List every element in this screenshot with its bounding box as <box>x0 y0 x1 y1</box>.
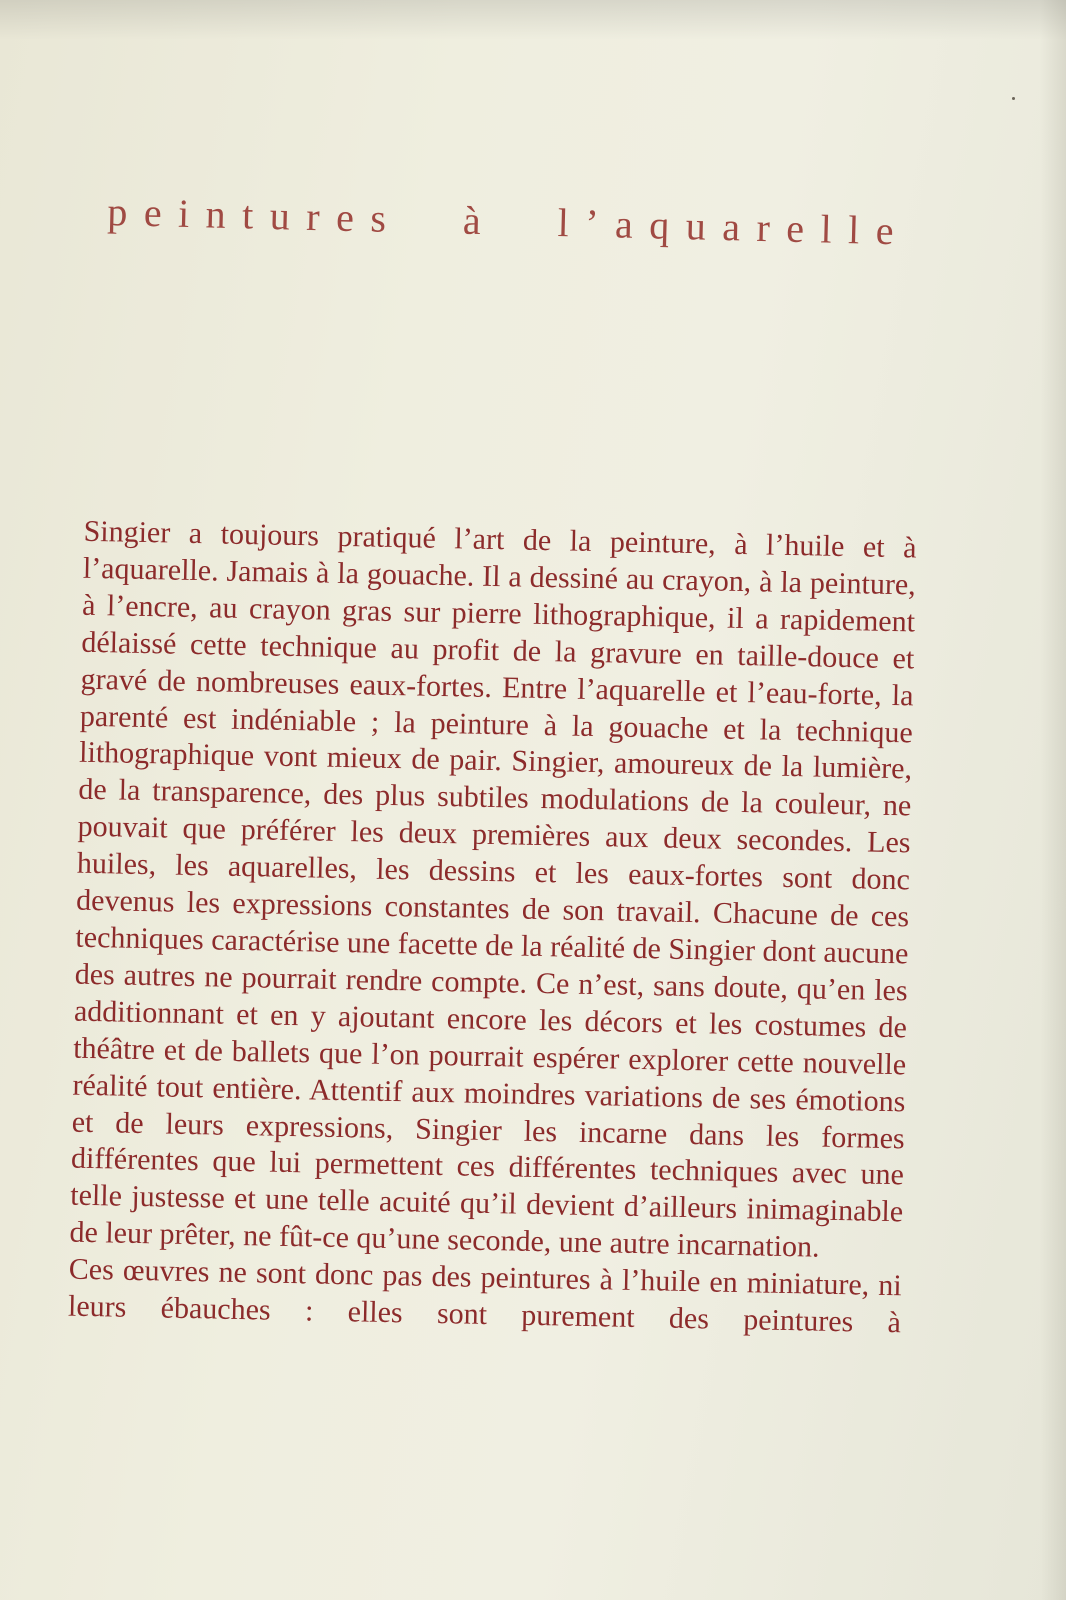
section-heading: peintures à l’aquarelle <box>106 188 911 254</box>
paragraph-2: Ces œuvres ne sont donc pas des peintures à l’huile en miniature, ni leurs ébauches : elles sont purement des peintures à <box>67 1252 903 1340</box>
page-top-shadow <box>0 0 1066 40</box>
paper-speck <box>1012 97 1015 100</box>
page-right-edge <box>1040 0 1066 1600</box>
body-text <box>68 514 917 1342</box>
paragraph-1: Singier a toujours pratiqué l’art de la peinture, à l’huile et à l’aquarelle. Jamais à la gouache. Il a dessiné au crayon, à la peinture, à l’encre, au crayon gras sur pierre lithographique, il a rapidement délaissé cette technique au profit de la gravure en taille-douce et gravé de nombreuses eaux-fortes. Entre l’aquarelle et l’eau-forte, la parenté est indéniable ; la peinture à la gouache et la technique lithographique vont mieux de pair. Singier, amoureux de la lumière, de la transparence, des plus subtiles modulations de la couleur, ne pouvait que préférer les deux premières aux deux secondes. Les huiles, les aquarelles, les dessins et les eaux-fortes sont donc devenus les expressions constantes de son travail. Chacune de ces techniques caractérise une facette de la réalité de Singier dont aucune des autres ne pourrait rendre compte. Ce n’est, sans doute, qu’en les additionnant et en y ajoutant encore les décors et les costumes de théâtre et de ballets que l’on pourrait espérer explorer cette nouvelle réalité tout entière. Attentif aux moindres variations de ses émotions et de leurs expressions, Singier les incarne dans les formes différentes que lui permettent ces différentes techniques avec une telle justesse et une telle acuité qu’il devient d’ailleurs inimaginable de leur prêter, ne fût-ce qu’une seconde, une autre incarnation. <box>69 514 917 1264</box>
